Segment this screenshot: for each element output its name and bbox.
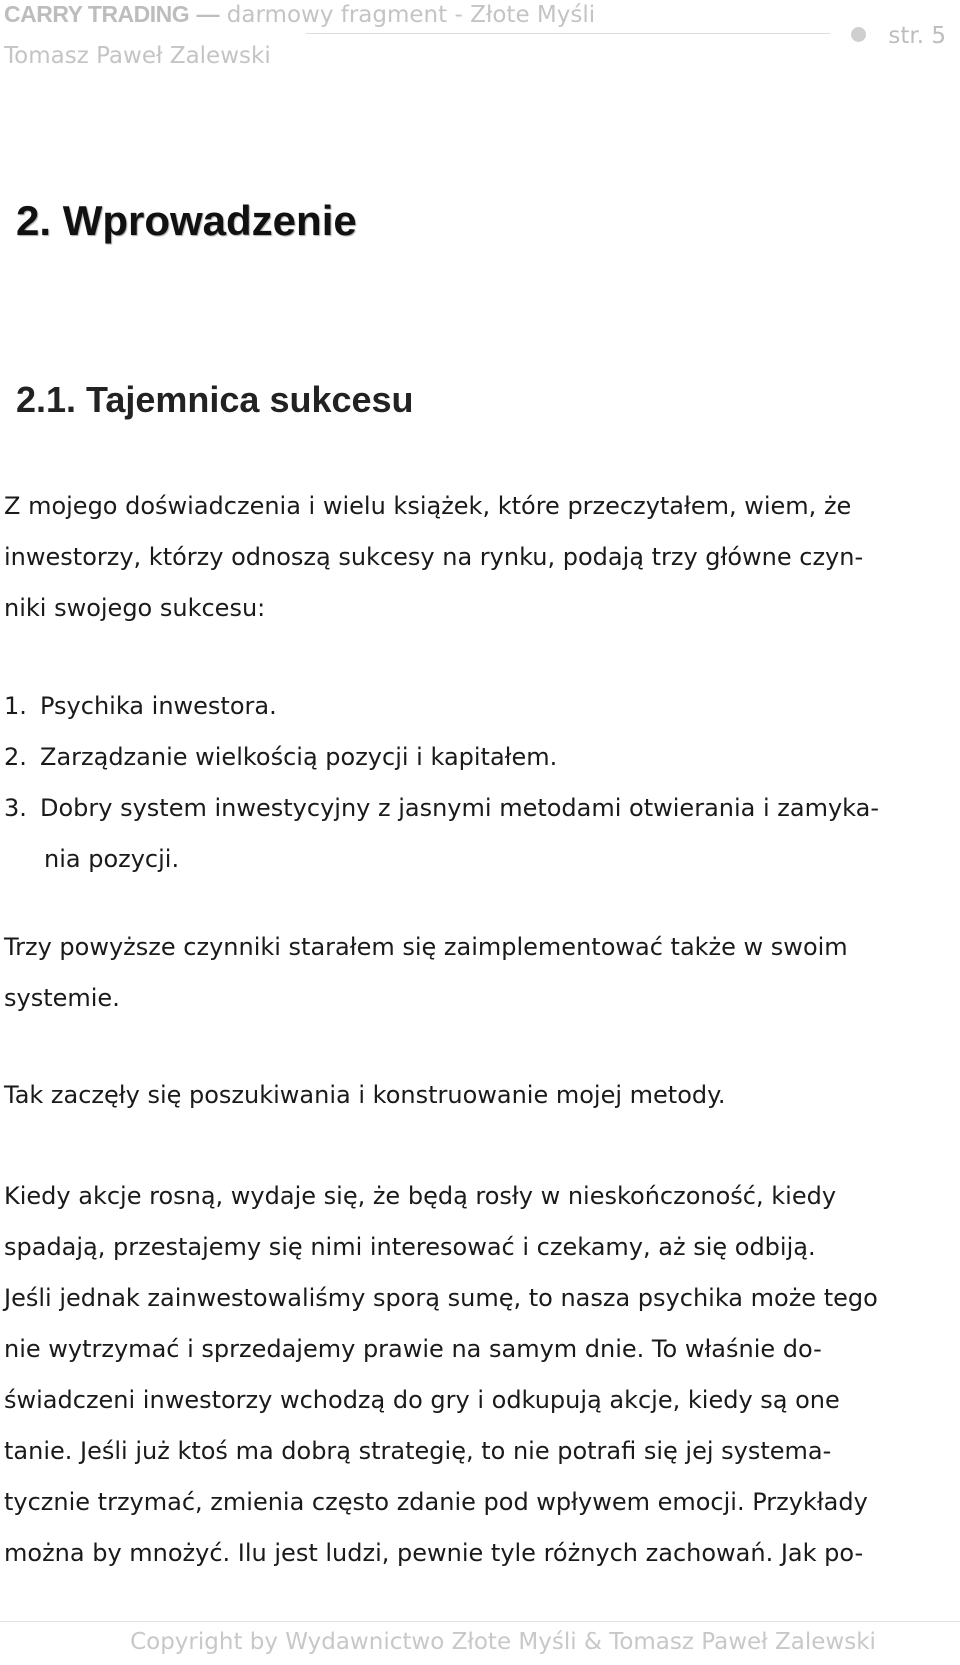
header-page-number xyxy=(851,22,946,50)
list-item xyxy=(4,732,956,783)
list-number: 1. xyxy=(4,692,27,720)
text-line: tanie. Jeśli już ktoś ma dobrą strategię, to nie potrafi się jej systema- xyxy=(4,1437,832,1465)
list-text-continuation: nia pozycji. xyxy=(44,845,180,873)
list-number: 2. xyxy=(4,743,27,771)
header-brand: CARRY TRADING xyxy=(4,1,190,27)
text-line: Kiedy akcje rosną, wydaje się, że będą rosły w nieskończoność, kiedy xyxy=(4,1182,837,1210)
method-paragraph xyxy=(4,1070,956,1121)
list-text: Zarządzanie wielkością pozycji i kapitałem. xyxy=(40,743,558,771)
list-item xyxy=(4,783,956,885)
header-author: Tomasz Paweł Zalewski xyxy=(4,43,271,69)
text-line: Tak zaczęły się poszukiwania i konstruowanie mojej metody. xyxy=(4,1081,726,1109)
factors-paragraph xyxy=(4,922,956,1024)
chapter-title: 2. Wprowadzenie xyxy=(16,197,357,244)
header-rule xyxy=(306,33,830,34)
text-line: inwestorzy, którzy odnoszą sukcesy na rynku, podają trzy główne czyn- xyxy=(4,543,864,571)
text-line: nie wytrzymać i sprzedajemy prawie na samym dnie. To właśnie do- xyxy=(4,1335,822,1363)
page-number-text: str. 5 xyxy=(888,23,946,49)
list-text: Psychika inwestora. xyxy=(40,692,277,720)
page-header xyxy=(0,0,960,72)
header-title-line xyxy=(4,0,595,29)
text-line: niki swojego sukcesu: xyxy=(4,594,266,622)
text-line: Z mojego doświadczenia i wielu książek, które przeczytałem, wiem, że xyxy=(4,492,852,520)
text-line: tycznie trzymać, zmienia często zdanie pod wpływem emocji. Przykłady xyxy=(4,1488,868,1516)
bullet-dot-icon xyxy=(851,27,866,42)
text-line: Trzy powyższe czynniki starałem się zaimplementować także w swoim xyxy=(4,933,848,961)
list-text: Dobry system inwestycyjny z jasnymi metodami otwierania i zamyka- xyxy=(40,794,880,822)
header-dash: — xyxy=(196,1,220,27)
list-number: 3. xyxy=(4,794,27,822)
list-item xyxy=(4,681,956,732)
text-line: systemie. xyxy=(4,984,120,1012)
text-line: spadają, przestajemy się nimi interesować i czekamy, aż się odbiją. xyxy=(4,1233,816,1261)
section-title: 2.1. Tajemnica sukcesu xyxy=(16,379,414,420)
text-line: można by mnożyć. Ilu jest ludzi, pewnie tyle różnych zachowań. Jak po- xyxy=(4,1539,864,1567)
text-line: świadczeni inwestorzy wchodzą do gry i odkupują akcje, kiedy są one xyxy=(4,1386,840,1414)
psychology-paragraph xyxy=(4,1171,956,1579)
intro-paragraph xyxy=(4,481,956,634)
page-footer: Copyright by Wydawnictwo Złote Myśli & Tomasz Paweł Zalewski xyxy=(130,1629,876,1655)
text-line: Jeśli jednak zainwestowaliśmy sporą sumę, to nasza psychika może tego xyxy=(4,1284,878,1312)
footer-rule xyxy=(0,1621,960,1622)
header-subtitle: darmowy fragment - Złote Myśli xyxy=(226,2,596,28)
